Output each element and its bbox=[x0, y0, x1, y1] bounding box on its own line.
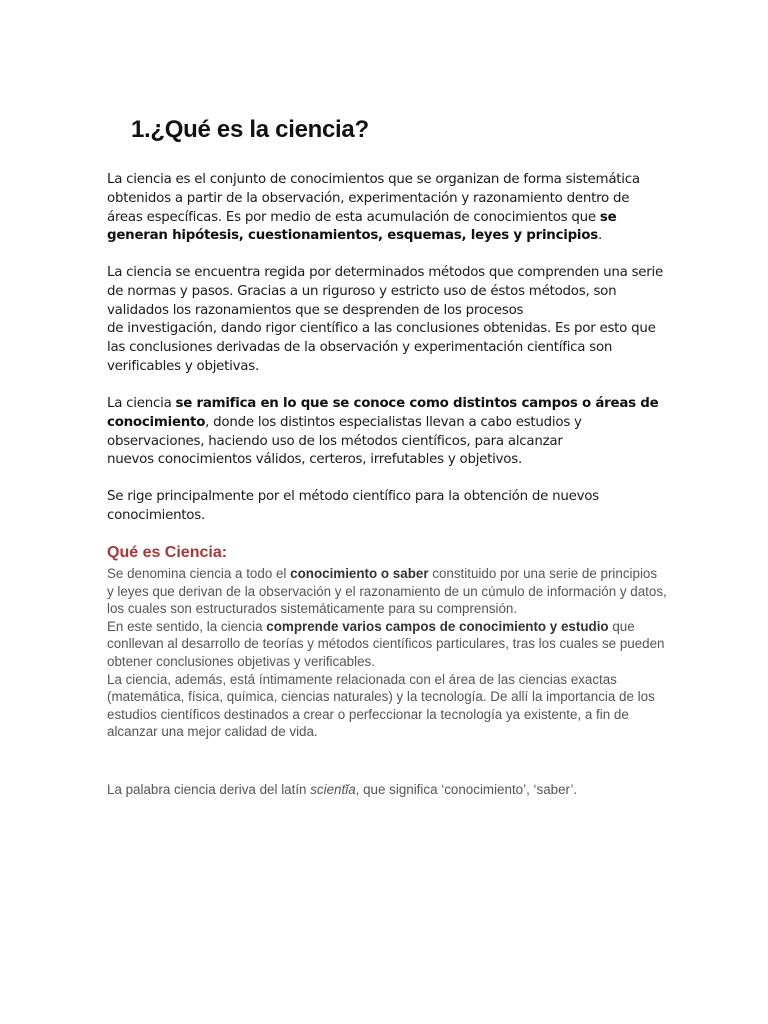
definition-bold-text-2: comprende varios campos de conocimiento y estudio bbox=[266, 618, 609, 634]
paragraph-text-2: , donde los distintos especialistas llevan a cabo estudios y observaciones, haciendo uso de los métodos científicos, para alcanzar bbox=[107, 414, 582, 449]
section-heading: Qué es Ciencia: bbox=[107, 544, 228, 561]
paragraph-bold-text: se ramifica en lo que se conoce como distintos campos o áreas de conocimiento bbox=[107, 396, 659, 430]
definition-text-4: que conllevan al desarrollo de teorías y métodos científicos particulares, tras los cuales se pueden obtener conclusiones objetivas y verificables. bbox=[107, 618, 665, 669]
paragraph-text-2: de investigación, dando rigor científico a las conclusiones obtenidas. Es por esto que las conclusiones derivadas de la observación y experimentación científica son verificables y objetivas. bbox=[107, 321, 656, 374]
definition-text-2: constituido por una serie de principios y leyes que derivan de la observación y el razonamiento de un cúmulo de información y datos, los cuales son estructurados sistemáticamente para su comprensión. bbox=[107, 566, 667, 617]
definition-text-3: En este sentido, la ciencia bbox=[107, 618, 267, 634]
paragraph-text: La ciencia se encuentra regida por determinados métodos que comprenden una serie de normas y pasos. Gracias a un riguroso y estricto uso de éstos métodos, son validados los razonamientos que se desprenden de los procesos bbox=[107, 265, 663, 318]
paragraph-end: . bbox=[597, 228, 602, 244]
definition-text-5: La ciencia, además, está íntimamente relacionada con el área de las ciencias exactas (matemática, física, química, ciencias naturales) y la tecnología. De allí la importancia de los estudios científicos destinados a crear o perfeccionar la tecnología ya existente, a fin de alcanzar una mejor calidad de vida. bbox=[107, 671, 655, 740]
paragraph-text: La ciencia bbox=[107, 396, 176, 411]
etymology-italic: scientĭa bbox=[310, 782, 356, 797]
definition-bold-text: conocimiento o saber bbox=[290, 566, 429, 581]
etymology-text-2: , que significa ‘conocimiento’, ‘saber’. bbox=[355, 782, 578, 797]
paragraph-bold-text: se generan hipótesis, cuestionamientos, esquemas, leyes y principios bbox=[107, 209, 617, 244]
paragraph-method: Se rige principalmente por el método científico para la obtención de nuevos conocimientos. bbox=[107, 489, 599, 523]
paragraph-text-3: nuevos conocimientos válidos, certeros, irrefutables y objetivos. bbox=[107, 452, 522, 468]
paragraph-methods bbox=[107, 264, 667, 377]
etymology-paragraph bbox=[107, 781, 667, 799]
definition-block bbox=[107, 565, 667, 741]
paragraph-branches bbox=[107, 395, 667, 470]
etymology-text: La palabra ciencia deriva del latín bbox=[107, 782, 311, 797]
definition-text: Se denomina ciencia a todo el bbox=[107, 566, 291, 581]
page-title: 1.¿Qué es la ciencia? bbox=[131, 116, 369, 143]
paragraph-definition bbox=[107, 171, 667, 246]
paragraph-text: La ciencia es el conjunto de conocimientos que se organizan de forma sistemática obtenidos a partir de la observación, experimentación y razonamiento dentro de áreas específicas. Es por medio de esta acumulación de conocimientos que bbox=[107, 172, 640, 225]
